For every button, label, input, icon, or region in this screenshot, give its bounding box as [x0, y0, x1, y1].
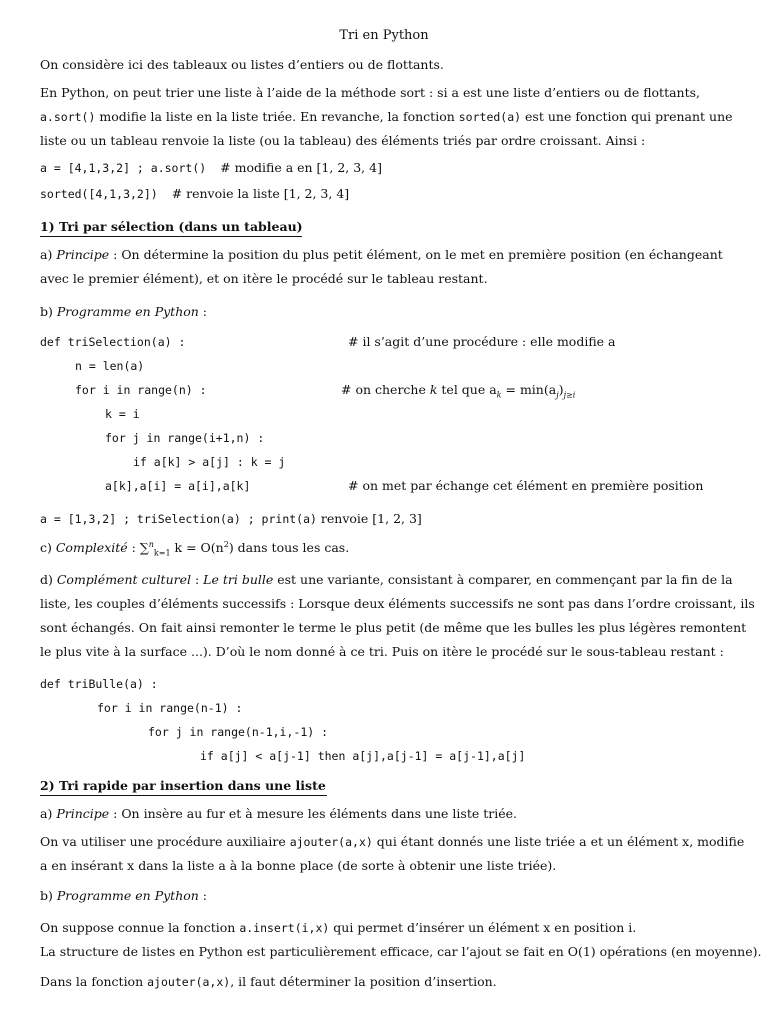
heading-underline: [40, 236, 302, 237]
text-span: :: [198, 304, 208, 319]
code-comment: # il s’agit d’une procédure : elle modifie a: [348, 334, 616, 349]
paragraph-line: avec le premier élément), et on itère le procédé sur le tableau restant.: [40, 271, 488, 286]
subscript: k: [496, 390, 502, 400]
code-line: n = len(a): [75, 359, 145, 373]
code-comment: [341, 382, 575, 400]
label-span: a): [40, 806, 57, 821]
label-span: d): [40, 572, 57, 587]
intro-paragraph: On considère ici des tableaux ou listes d’entiers ou de flottants.: [40, 57, 444, 72]
text-span: est une variante, consistant à comparer, en commençant par la fin de la: [273, 572, 733, 587]
code-line: def triBulle(a) :: [40, 677, 158, 691]
example-line: [40, 186, 349, 201]
text-span: , il faut déterminer la position d’insertion.: [230, 974, 497, 989]
text-span: tel que a: [437, 382, 497, 397]
section-heading-2: 2) Tri rapide par insertion dans une liste: [40, 778, 326, 793]
superscript: n: [148, 540, 154, 549]
text-span: ) dans tous les cas.: [228, 540, 350, 556]
text-span: renvoie [1, 2, 3]: [316, 511, 422, 526]
paragraph-line: sont échangés. On fait ainsi remonter le terme le plus petit (de même que les bulles les plus légères remontent: [40, 620, 747, 635]
italic-span: k: [429, 382, 438, 397]
section-heading-1: 1) Tri par sélection (dans un tableau): [40, 219, 303, 234]
text-span: ): [558, 382, 564, 397]
inline-code: ajouter(a,x): [147, 975, 231, 989]
paragraph-line: La structure de listes en Python est particulièrement efficace, car l’ajout se fait en O(1) opérations (en moyenne).: [40, 944, 762, 959]
italic-span: Complément culturel: [56, 572, 191, 587]
text-span: qui permet d’insérer un élément x en position i.: [329, 920, 637, 935]
paragraph-line: liste ou un tableau renvoie la liste (ou la tableau) des éléments triés par ordre croissant. Ainsi :: [40, 133, 646, 148]
italic-span: Programme en Python: [56, 304, 199, 319]
code-span: sorted([4,1,3,2]): [40, 187, 158, 201]
italic-span: Le tri bulle: [203, 572, 274, 587]
text-span: :: [198, 888, 208, 903]
italic-span: Principe: [56, 806, 110, 821]
paragraph-line: liste, les couples d’éléments successifs : Lorsque deux éléments successifs ne sont pas dans l’ordre croissant, ils: [40, 596, 755, 611]
paragraph-line: [40, 109, 733, 124]
text-span: k = O(n: [170, 540, 224, 556]
code-line: def triSelection(a) :: [40, 335, 186, 349]
text-span: = min(a: [501, 382, 557, 397]
code-line: for j in range(n-1,i,-1) :: [148, 725, 329, 739]
code-span: a = [4,1,3,2] ; a.sort(): [40, 161, 207, 175]
paragraph-line: [40, 888, 207, 903]
code-comment: # on met par échange cet élément en première position: [348, 478, 704, 493]
italic-span: Programme en Python: [56, 888, 199, 903]
page-title: Tri en Python: [339, 28, 429, 43]
paragraph-line: a en insérant x dans la liste a à la bonne place (de sorte à obtenir une liste triée).: [40, 858, 557, 873]
paragraph-line: [40, 304, 207, 319]
italic-span: Principe: [56, 247, 110, 262]
code-line: if a[k] > a[j] : k = j: [133, 455, 286, 469]
code-line: for i in range(n-1) :: [97, 701, 243, 715]
text-span: On suppose connue la fonction: [40, 920, 240, 935]
paragraph-line: [40, 920, 636, 935]
text-span: : On détermine la position du plus petit élément, on le met en première position (en échangeant: [109, 247, 723, 262]
comment-span: # modifie a en [1, 2, 3, 4]: [220, 160, 382, 175]
label-span: b): [40, 304, 57, 319]
example-line: [40, 511, 422, 526]
italic-span: Complexité: [55, 540, 128, 556]
paragraph-line: [40, 572, 733, 587]
paragraph-line: [40, 974, 497, 989]
text-span: qui étant donnés une liste triée a et un élément x, modifie: [372, 834, 745, 849]
subscript: j≥i: [563, 390, 576, 400]
text-span: : On insère au fur et à mesure les éléments dans une liste triée.: [109, 806, 517, 821]
superscript: 2: [223, 540, 229, 549]
text-span: modifie la liste en la liste triée. En revanche, la fonction: [95, 109, 459, 124]
subscript: j: [556, 390, 559, 400]
subscript: k=1: [153, 548, 171, 558]
text-span: : ∑: [127, 540, 149, 556]
text-span: Dans la fonction: [40, 974, 148, 989]
paragraph-line: [40, 247, 723, 262]
paragraph-line: [40, 540, 349, 558]
example-line: [40, 160, 382, 175]
paragraph-line: [40, 834, 744, 849]
text-span: # on cherche: [341, 382, 430, 397]
text-span: On va utiliser une procédure auxiliaire: [40, 834, 290, 849]
label-span: b): [40, 888, 57, 903]
code-line: k = i: [105, 407, 140, 421]
paragraph-line: En Python, on peut trier une liste à l’aide de la méthode sort : si a est une liste d’entiers ou de flottants,: [40, 85, 701, 100]
paragraph-line: le plus vite à la surface ...). D’où le nom donné à ce tri. Puis on itère le procédé sur le sous-tableau restant :: [40, 644, 724, 659]
text-span: est une fonction qui prenant une: [521, 109, 733, 124]
code-line: for i in range(n) :: [75, 383, 207, 397]
inline-code: a.insert(i,x): [239, 921, 330, 935]
label-span: c): [40, 540, 56, 556]
code-line: for j in range(i+1,n) :: [105, 431, 265, 445]
label-span: a): [40, 247, 57, 262]
code-span: a = [1,3,2] ; triSelection(a) ; print(a): [40, 512, 317, 526]
inline-code: ajouter(a,x): [289, 835, 373, 849]
inline-code: a.sort(): [40, 110, 96, 124]
comment-span: # renvoie la liste [1, 2, 3, 4]: [171, 186, 350, 201]
code-line: if a[j] < a[j-1] then a[j],a[j-1] = a[j-1],a[j]: [200, 749, 526, 763]
heading-underline: [40, 795, 327, 796]
inline-code: sorted(a): [458, 110, 522, 124]
text-span: :: [191, 572, 204, 587]
code-line: a[k],a[i] = a[i],a[k]: [105, 479, 251, 493]
paragraph-line: [40, 806, 517, 821]
